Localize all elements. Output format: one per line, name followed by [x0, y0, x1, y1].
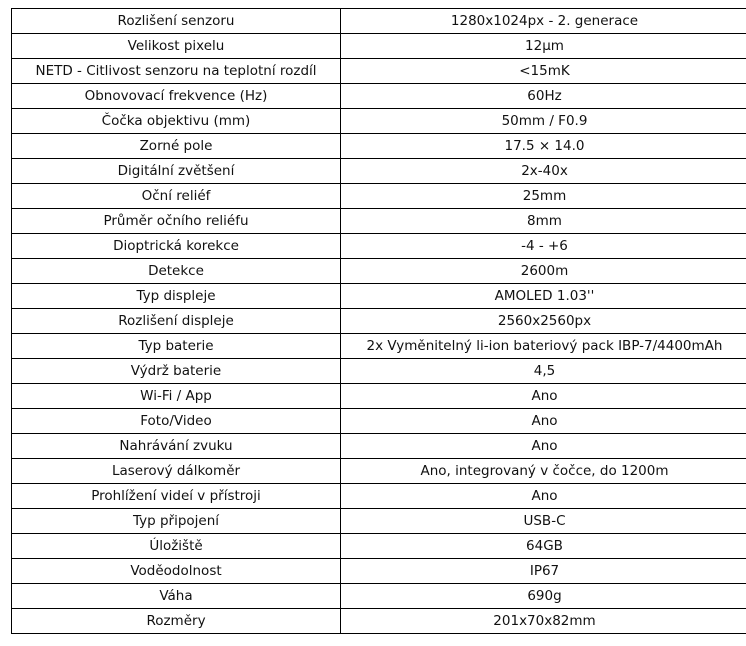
spec-parameter: Prohlížení videí v přístroji	[12, 484, 341, 509]
spec-parameter: Typ připojení	[12, 509, 341, 534]
spec-value: IP67	[341, 559, 746, 584]
spec-parameter: Typ displeje	[12, 284, 341, 309]
spec-value: 2x-40x	[341, 159, 746, 184]
spec-parameter: Váha	[12, 584, 341, 609]
spec-value: Ano	[341, 484, 746, 509]
spec-parameter: Typ baterie	[12, 334, 341, 359]
spec-parameter: Foto/Video	[12, 409, 341, 434]
spec-parameter: Wi-Fi / App	[12, 384, 341, 409]
spec-parameter: Digitální zvětšení	[12, 159, 341, 184]
spec-parameter: Oční reliéf	[12, 184, 341, 209]
table-row	[12, 209, 746, 234]
table-row	[12, 409, 746, 434]
table-row	[12, 559, 746, 584]
spec-parameter: Výdrž baterie	[12, 359, 341, 384]
spec-parameter: Velikost pixelu	[12, 34, 341, 59]
spec-value: 64GB	[341, 534, 746, 559]
table-row	[12, 509, 746, 534]
table-row	[12, 309, 746, 334]
table-row	[12, 134, 746, 159]
spec-value: 2x Vyměnitelný li-ion bateriový pack IBP-7/4400mAh	[341, 334, 746, 359]
table-row	[12, 584, 746, 609]
spec-table	[11, 8, 746, 634]
spec-value: 17.5 × 14.0	[341, 134, 746, 159]
spec-parameter: Obnovovací frekvence (Hz)	[12, 84, 341, 109]
table-row	[12, 384, 746, 409]
spec-value: 4,5	[341, 359, 746, 384]
table-row	[12, 59, 746, 84]
spec-value: 50mm / F0.9	[341, 109, 746, 134]
spec-parameter: Nahrávání zvuku	[12, 434, 341, 459]
spec-value: 2600m	[341, 259, 746, 284]
spec-value: 12µm	[341, 34, 746, 59]
spec-value: Ano	[341, 409, 746, 434]
spec-value: 690g	[341, 584, 746, 609]
table-row	[12, 84, 746, 109]
table-row	[12, 109, 746, 134]
spec-value: 1280x1024px - 2. generace	[341, 9, 746, 34]
spec-value: 2560x2560px	[341, 309, 746, 334]
spec-parameter: Voděodolnost	[12, 559, 341, 584]
spec-parameter: Laserový dálkoměr	[12, 459, 341, 484]
spec-parameter: Úložiště	[12, 534, 341, 559]
spec-value: Ano, integrovaný v čočce, do 1200m	[341, 459, 746, 484]
spec-parameter: Rozměry	[12, 609, 341, 634]
spec-value: USB-C	[341, 509, 746, 534]
spec-table-body	[12, 9, 746, 634]
table-row	[12, 484, 746, 509]
table-row	[12, 534, 746, 559]
spec-value: <15mK	[341, 59, 746, 84]
spec-value: 8mm	[341, 209, 746, 234]
table-row	[12, 184, 746, 209]
table-row	[12, 9, 746, 34]
spec-value: Ano	[341, 434, 746, 459]
spec-value: -4 - +6	[341, 234, 746, 259]
spec-value: AMOLED 1.03''	[341, 284, 746, 309]
table-row	[12, 359, 746, 384]
spec-parameter: Dioptrická korekce	[12, 234, 341, 259]
spec-value: 201x70x82mm	[341, 609, 746, 634]
table-row	[12, 459, 746, 484]
spec-parameter: Rozlišení displeje	[12, 309, 341, 334]
table-row	[12, 159, 746, 184]
table-row	[12, 334, 746, 359]
spec-parameter: Detekce	[12, 259, 341, 284]
table-row	[12, 234, 746, 259]
spec-value: Ano	[341, 384, 746, 409]
table-row	[12, 34, 746, 59]
spec-parameter: NETD - Citlivost senzoru na teplotní rozdíl	[12, 59, 341, 84]
spec-parameter: Čočka objektivu (mm)	[12, 109, 341, 134]
spec-parameter: Průměr očního reliéfu	[12, 209, 341, 234]
table-row	[12, 609, 746, 634]
spec-parameter: Rozlišení senzoru	[12, 9, 341, 34]
table-row	[12, 284, 746, 309]
spec-value: 60Hz	[341, 84, 746, 109]
table-row	[12, 434, 746, 459]
spec-parameter: Zorné pole	[12, 134, 341, 159]
spec-value: 25mm	[341, 184, 746, 209]
table-row	[12, 259, 746, 284]
